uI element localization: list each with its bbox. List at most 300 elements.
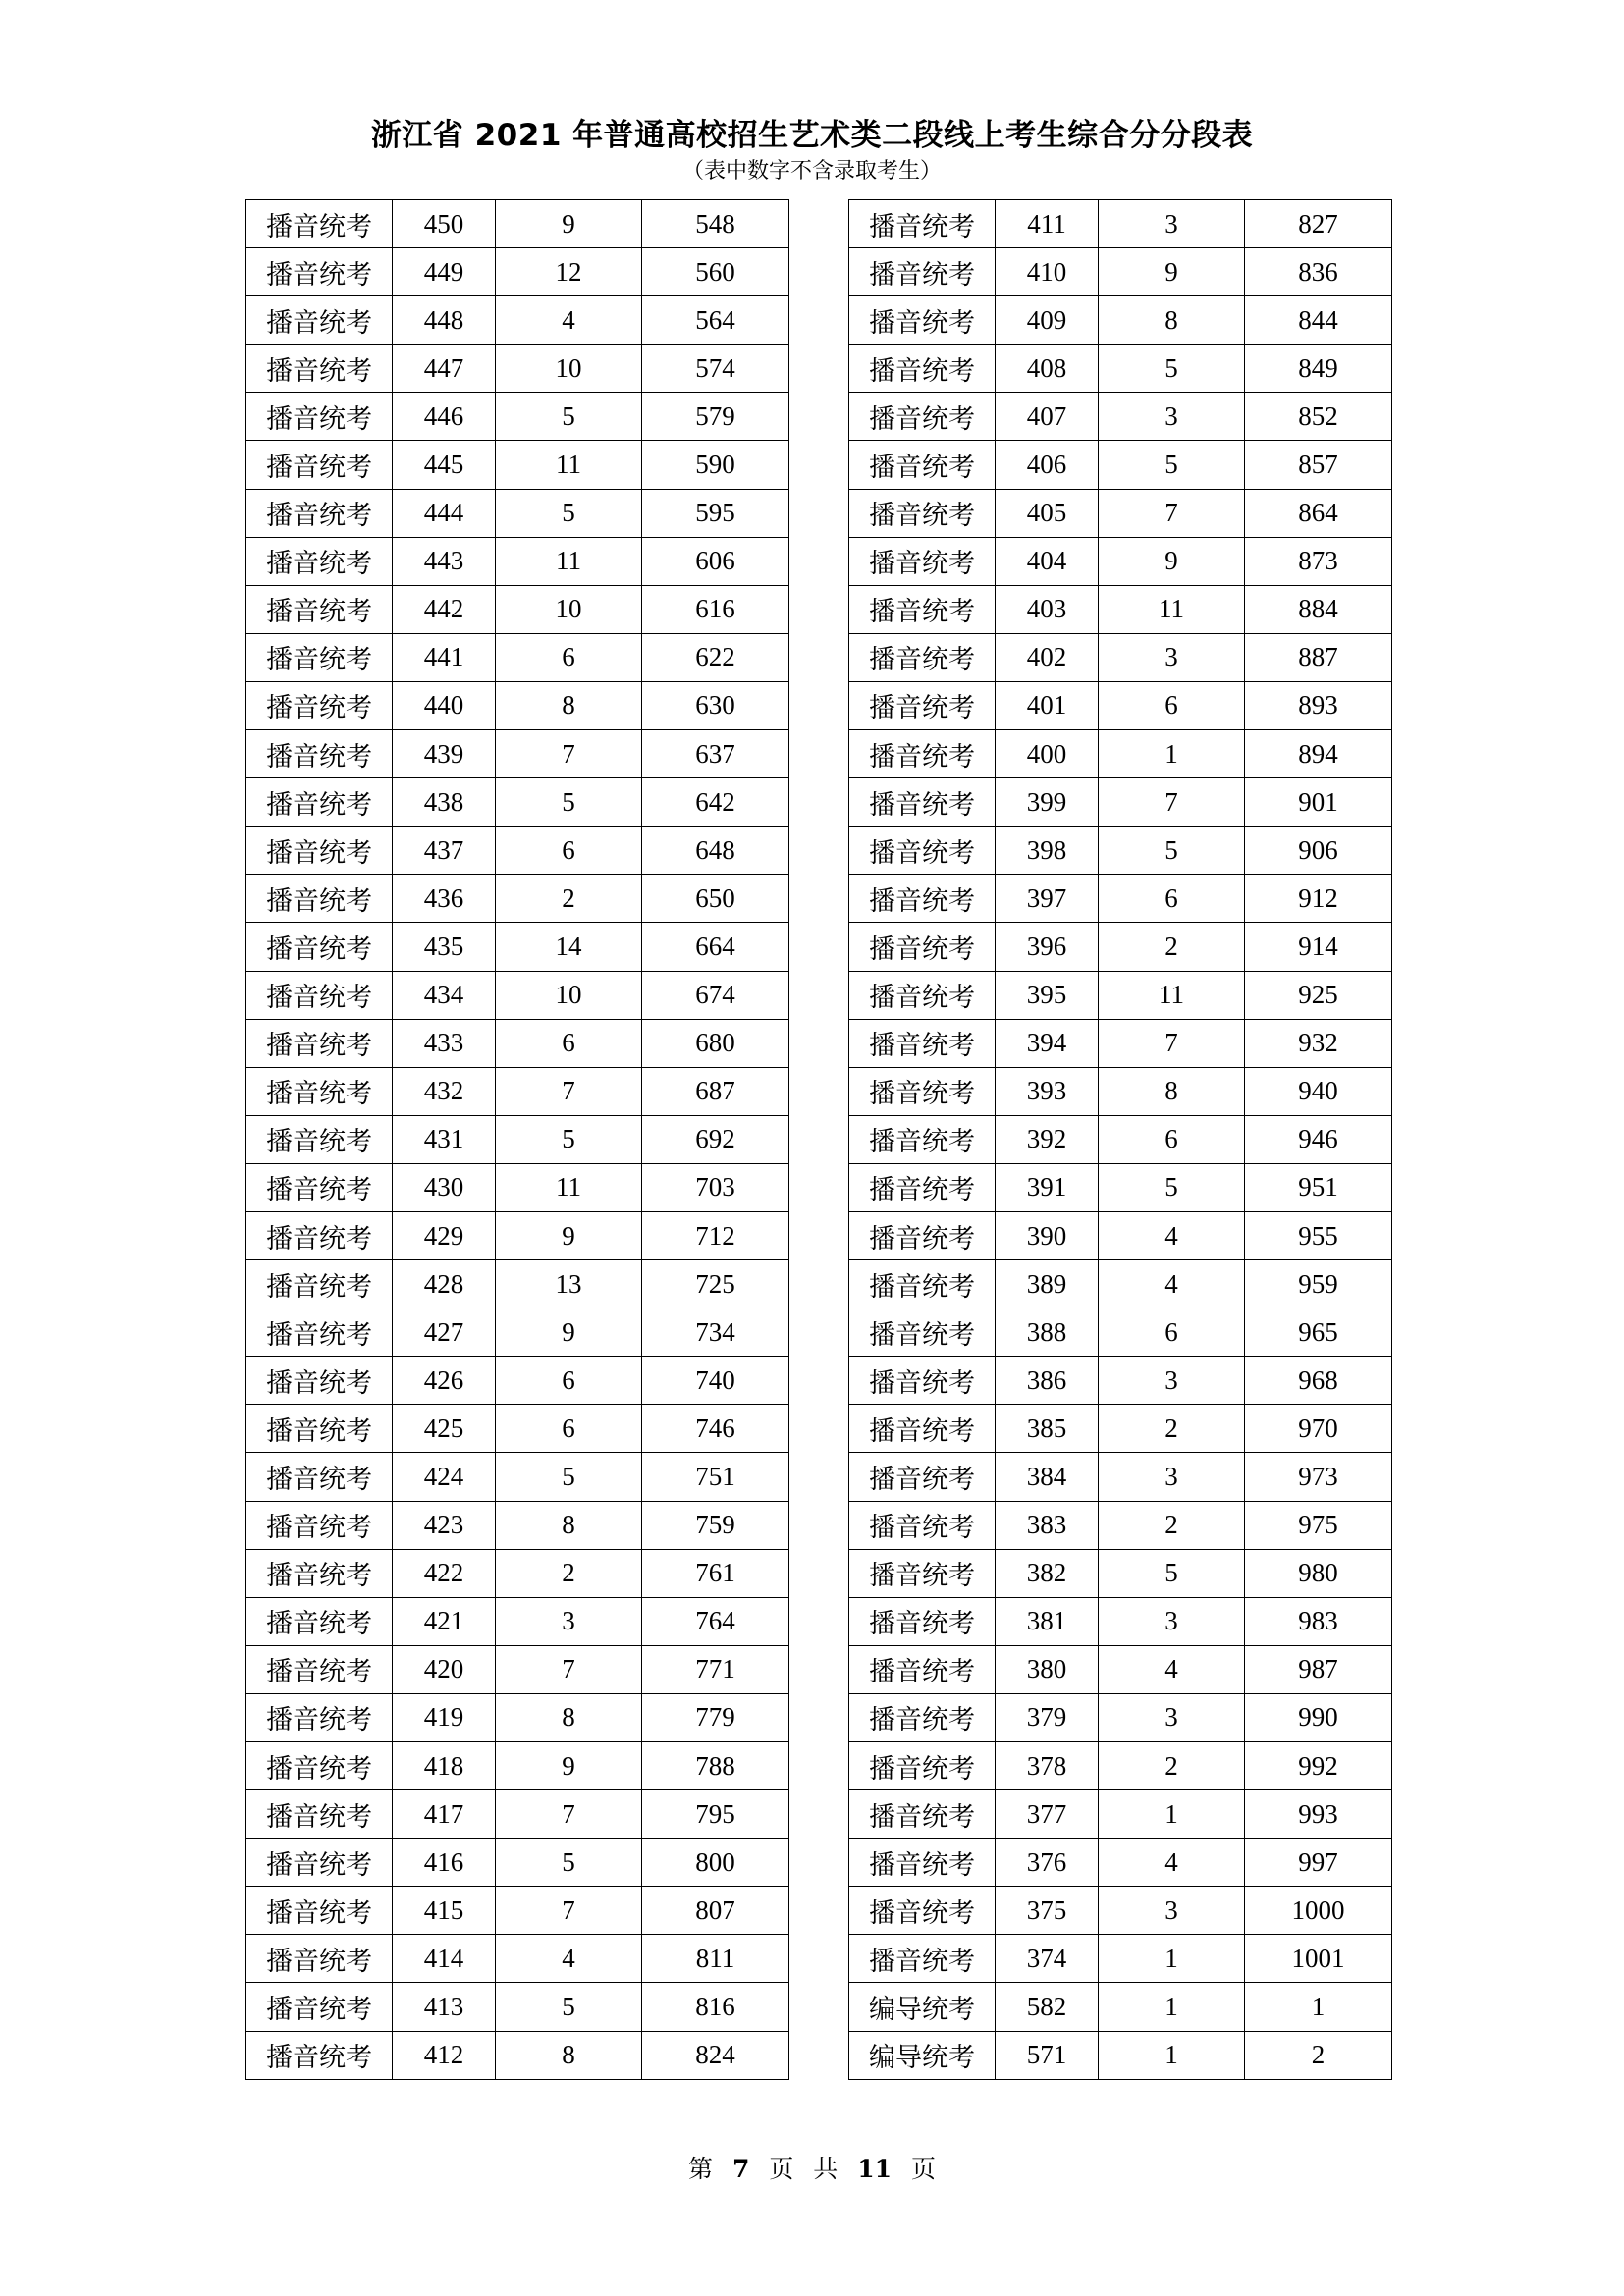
cumulative-cell: 824 bbox=[642, 2031, 789, 2079]
score-cell: 394 bbox=[996, 1019, 1099, 1067]
score-cell: 441 bbox=[393, 633, 496, 681]
cumulative-cell: 836 bbox=[1245, 248, 1392, 296]
score-cell: 420 bbox=[393, 1645, 496, 1693]
score-cell: 414 bbox=[393, 1935, 496, 1983]
cumulative-cell: 997 bbox=[1245, 1839, 1392, 1887]
cumulative-cell: 990 bbox=[1245, 1693, 1392, 1741]
score-cell: 379 bbox=[996, 1693, 1099, 1741]
cumulative-cell: 637 bbox=[642, 730, 789, 778]
score-cell: 438 bbox=[393, 778, 496, 827]
score-cell: 432 bbox=[393, 1067, 496, 1115]
category-cell: 播音统考 bbox=[849, 345, 996, 393]
table-row bbox=[849, 1693, 1392, 1741]
cumulative-cell: 975 bbox=[1245, 1501, 1392, 1549]
category-cell: 播音统考 bbox=[246, 1163, 393, 1211]
score-cell: 425 bbox=[393, 1405, 496, 1453]
cumulative-cell: 807 bbox=[642, 1887, 789, 1935]
table-row bbox=[246, 1887, 789, 1935]
category-cell: 播音统考 bbox=[246, 2031, 393, 2079]
category-cell: 播音统考 bbox=[849, 1308, 996, 1357]
score-cell: 407 bbox=[996, 393, 1099, 441]
cumulative-cell: 579 bbox=[642, 393, 789, 441]
count-cell: 5 bbox=[496, 1453, 642, 1501]
cumulative-cell: 816 bbox=[642, 1983, 789, 2031]
score-cell: 410 bbox=[996, 248, 1099, 296]
table-row bbox=[246, 441, 789, 489]
cumulative-cell: 955 bbox=[1245, 1211, 1392, 1259]
category-cell: 播音统考 bbox=[849, 1887, 996, 1935]
category-cell: 播音统考 bbox=[849, 681, 996, 729]
count-cell: 4 bbox=[1099, 1645, 1245, 1693]
count-cell: 9 bbox=[1099, 248, 1245, 296]
count-cell: 4 bbox=[1099, 1260, 1245, 1308]
count-cell: 1 bbox=[1099, 730, 1245, 778]
count-cell: 3 bbox=[1099, 1453, 1245, 1501]
cumulative-cell: 973 bbox=[1245, 1453, 1392, 1501]
table-row bbox=[849, 1839, 1392, 1887]
count-cell: 6 bbox=[496, 1357, 642, 1405]
score-cell: 431 bbox=[393, 1115, 496, 1163]
cumulative-cell: 648 bbox=[642, 827, 789, 875]
score-cell: 400 bbox=[996, 730, 1099, 778]
table-row bbox=[246, 1645, 789, 1693]
score-cell: 434 bbox=[393, 971, 496, 1019]
count-cell: 8 bbox=[1099, 296, 1245, 345]
score-cell: 401 bbox=[996, 681, 1099, 729]
score-cell: 450 bbox=[393, 200, 496, 248]
score-cell: 386 bbox=[996, 1357, 1099, 1405]
score-cell: 381 bbox=[996, 1597, 1099, 1645]
score-cell: 421 bbox=[393, 1597, 496, 1645]
score-cell: 416 bbox=[393, 1839, 496, 1887]
cumulative-cell: 574 bbox=[642, 345, 789, 393]
category-cell: 播音统考 bbox=[246, 1935, 393, 1983]
category-cell: 播音统考 bbox=[246, 248, 393, 296]
category-cell: 播音统考 bbox=[246, 345, 393, 393]
score-cell: 393 bbox=[996, 1067, 1099, 1115]
count-cell: 8 bbox=[496, 1693, 642, 1741]
count-cell: 4 bbox=[1099, 1839, 1245, 1887]
table-row bbox=[849, 1790, 1392, 1839]
table-row bbox=[246, 393, 789, 441]
cumulative-cell: 946 bbox=[1245, 1115, 1392, 1163]
score-cell: 423 bbox=[393, 1501, 496, 1549]
count-cell: 11 bbox=[1099, 585, 1245, 633]
score-cell: 417 bbox=[393, 1790, 496, 1839]
table-row bbox=[246, 1211, 789, 1259]
score-cell: 409 bbox=[996, 296, 1099, 345]
table-row bbox=[246, 1019, 789, 1067]
score-cell: 445 bbox=[393, 441, 496, 489]
cumulative-cell: 725 bbox=[642, 1260, 789, 1308]
count-cell: 7 bbox=[496, 1887, 642, 1935]
count-cell: 2 bbox=[1099, 1742, 1245, 1790]
count-cell: 4 bbox=[496, 296, 642, 345]
category-cell: 编导统考 bbox=[849, 1983, 996, 2031]
count-cell: 6 bbox=[1099, 1115, 1245, 1163]
count-cell: 3 bbox=[1099, 633, 1245, 681]
score-cell: 388 bbox=[996, 1308, 1099, 1357]
cumulative-cell: 965 bbox=[1245, 1308, 1392, 1357]
table-row bbox=[849, 875, 1392, 923]
count-cell: 5 bbox=[496, 393, 642, 441]
table-row bbox=[246, 681, 789, 729]
category-cell: 编导统考 bbox=[849, 2031, 996, 2079]
table-row bbox=[246, 1405, 789, 1453]
score-cell: 430 bbox=[393, 1163, 496, 1211]
cumulative-cell: 993 bbox=[1245, 1790, 1392, 1839]
cumulative-cell: 1 bbox=[1245, 1983, 1392, 2031]
cumulative-cell: 764 bbox=[642, 1597, 789, 1645]
table-row bbox=[246, 827, 789, 875]
category-cell: 播音统考 bbox=[246, 875, 393, 923]
table-row bbox=[849, 1645, 1392, 1693]
table-row bbox=[849, 923, 1392, 971]
category-cell: 播音统考 bbox=[849, 1645, 996, 1693]
count-cell: 7 bbox=[496, 1067, 642, 1115]
table-row bbox=[246, 296, 789, 345]
footer-page-label: 页 bbox=[769, 2155, 794, 2183]
score-cell: 383 bbox=[996, 1501, 1099, 1549]
category-cell: 播音统考 bbox=[849, 633, 996, 681]
score-cell: 403 bbox=[996, 585, 1099, 633]
cumulative-cell: 795 bbox=[642, 1790, 789, 1839]
count-cell: 6 bbox=[1099, 875, 1245, 923]
score-cell: 392 bbox=[996, 1115, 1099, 1163]
score-cell: 396 bbox=[996, 923, 1099, 971]
count-cell: 8 bbox=[496, 1501, 642, 1549]
category-cell: 播音统考 bbox=[849, 971, 996, 1019]
count-cell: 14 bbox=[496, 923, 642, 971]
score-cell: 449 bbox=[393, 248, 496, 296]
table-row bbox=[849, 1935, 1392, 1983]
category-cell: 播音统考 bbox=[246, 1790, 393, 1839]
count-cell: 6 bbox=[1099, 1308, 1245, 1357]
count-cell: 1 bbox=[1099, 1983, 1245, 2031]
score-cell: 397 bbox=[996, 875, 1099, 923]
cumulative-cell: 779 bbox=[642, 1693, 789, 1741]
category-cell: 播音统考 bbox=[849, 248, 996, 296]
category-cell: 播音统考 bbox=[849, 1742, 996, 1790]
cumulative-cell: 894 bbox=[1245, 730, 1392, 778]
cumulative-cell: 827 bbox=[1245, 200, 1392, 248]
cumulative-cell: 788 bbox=[642, 1742, 789, 1790]
category-cell: 播音统考 bbox=[849, 1790, 996, 1839]
count-cell: 1 bbox=[1099, 1790, 1245, 1839]
table-row bbox=[246, 923, 789, 971]
count-cell: 13 bbox=[496, 1260, 642, 1308]
table-row bbox=[246, 1693, 789, 1741]
table-row bbox=[246, 1260, 789, 1308]
table-row bbox=[246, 585, 789, 633]
cumulative-cell: 968 bbox=[1245, 1357, 1392, 1405]
table-row bbox=[849, 2031, 1392, 2079]
count-cell: 7 bbox=[496, 1645, 642, 1693]
count-cell: 7 bbox=[1099, 1019, 1245, 1067]
score-cell: 415 bbox=[393, 1887, 496, 1935]
table-row bbox=[849, 1453, 1392, 1501]
count-cell: 6 bbox=[496, 1019, 642, 1067]
count-cell: 2 bbox=[1099, 923, 1245, 971]
category-cell: 播音统考 bbox=[849, 296, 996, 345]
category-cell: 播音统考 bbox=[849, 1211, 996, 1259]
score-cell: 440 bbox=[393, 681, 496, 729]
count-cell: 9 bbox=[496, 1742, 642, 1790]
table-row bbox=[849, 1549, 1392, 1597]
table-row bbox=[246, 730, 789, 778]
page-subtitle: （表中数字不含录取考生） bbox=[681, 159, 942, 184]
category-cell: 播音统考 bbox=[849, 1357, 996, 1405]
category-cell: 播音统考 bbox=[246, 1019, 393, 1067]
cumulative-cell: 811 bbox=[642, 1935, 789, 1983]
cumulative-cell: 959 bbox=[1245, 1260, 1392, 1308]
table-row bbox=[246, 1549, 789, 1597]
category-cell: 播音统考 bbox=[246, 200, 393, 248]
cumulative-cell: 751 bbox=[642, 1453, 789, 1501]
table-row bbox=[246, 1357, 789, 1405]
table-row bbox=[246, 200, 789, 248]
table-row bbox=[849, 730, 1392, 778]
count-cell: 7 bbox=[496, 730, 642, 778]
cumulative-cell: 980 bbox=[1245, 1549, 1392, 1597]
score-cell: 437 bbox=[393, 827, 496, 875]
category-cell: 播音统考 bbox=[246, 585, 393, 633]
score-cell: 380 bbox=[996, 1645, 1099, 1693]
score-cell: 442 bbox=[393, 585, 496, 633]
cumulative-cell: 800 bbox=[642, 1839, 789, 1887]
table-row bbox=[849, 248, 1392, 296]
page-footer bbox=[0, 2155, 1624, 2184]
category-cell: 播音统考 bbox=[849, 1453, 996, 1501]
count-cell: 3 bbox=[1099, 1693, 1245, 1741]
category-cell: 播音统考 bbox=[849, 1549, 996, 1597]
score-cell: 571 bbox=[996, 2031, 1099, 2079]
score-cell: 389 bbox=[996, 1260, 1099, 1308]
footer-prefix: 第 bbox=[687, 2155, 713, 2183]
score-table-right-body bbox=[849, 200, 1392, 2080]
score-cell: 399 bbox=[996, 778, 1099, 827]
cumulative-cell: 664 bbox=[642, 923, 789, 971]
cumulative-cell: 992 bbox=[1245, 1742, 1392, 1790]
table-row bbox=[246, 2031, 789, 2079]
category-cell: 播音统考 bbox=[246, 1597, 393, 1645]
count-cell: 5 bbox=[496, 1115, 642, 1163]
count-cell: 9 bbox=[1099, 537, 1245, 585]
table-row bbox=[246, 248, 789, 296]
count-cell: 5 bbox=[1099, 1549, 1245, 1597]
count-cell: 8 bbox=[1099, 1067, 1245, 1115]
cumulative-cell: 887 bbox=[1245, 633, 1392, 681]
score-cell: 374 bbox=[996, 1935, 1099, 1983]
score-cell: 443 bbox=[393, 537, 496, 585]
cumulative-cell: 687 bbox=[642, 1067, 789, 1115]
count-cell: 10 bbox=[496, 585, 642, 633]
table-row bbox=[849, 296, 1392, 345]
score-cell: 390 bbox=[996, 1211, 1099, 1259]
score-cell: 412 bbox=[393, 2031, 496, 2079]
category-cell: 播音统考 bbox=[849, 875, 996, 923]
score-cell: 405 bbox=[996, 489, 1099, 537]
table-row bbox=[849, 1163, 1392, 1211]
cumulative-cell: 857 bbox=[1245, 441, 1392, 489]
count-cell: 9 bbox=[496, 1211, 642, 1259]
count-cell: 11 bbox=[496, 537, 642, 585]
page-title: 浙江省 2021 年普通高校招生艺术类二段线上考生综合分分段表 bbox=[370, 118, 1254, 153]
cumulative-cell: 622 bbox=[642, 633, 789, 681]
count-cell: 3 bbox=[1099, 1887, 1245, 1935]
cumulative-cell: 914 bbox=[1245, 923, 1392, 971]
score-cell: 428 bbox=[393, 1260, 496, 1308]
table-row bbox=[849, 1308, 1392, 1357]
table-row bbox=[849, 489, 1392, 537]
score-cell: 378 bbox=[996, 1742, 1099, 1790]
table-row bbox=[246, 1742, 789, 1790]
category-cell: 播音统考 bbox=[246, 1501, 393, 1549]
table-row bbox=[246, 1935, 789, 1983]
table-row bbox=[246, 778, 789, 827]
cumulative-cell: 1000 bbox=[1245, 1887, 1392, 1935]
count-cell: 6 bbox=[496, 1405, 642, 1453]
table-row bbox=[849, 585, 1392, 633]
cumulative-cell: 849 bbox=[1245, 345, 1392, 393]
count-cell: 5 bbox=[1099, 827, 1245, 875]
category-cell: 播音统考 bbox=[849, 393, 996, 441]
category-cell: 播音统考 bbox=[246, 827, 393, 875]
cumulative-cell: 2 bbox=[1245, 2031, 1392, 2079]
category-cell: 播音统考 bbox=[246, 537, 393, 585]
cumulative-cell: 932 bbox=[1245, 1019, 1392, 1067]
footer-suffix: 页 bbox=[911, 2155, 937, 2183]
category-cell: 播音统考 bbox=[246, 1645, 393, 1693]
category-cell: 播音统考 bbox=[849, 1067, 996, 1115]
category-cell: 播音统考 bbox=[246, 1308, 393, 1357]
cumulative-cell: 595 bbox=[642, 489, 789, 537]
score-cell: 582 bbox=[996, 1983, 1099, 2031]
table-row bbox=[849, 633, 1392, 681]
score-cell: 418 bbox=[393, 1742, 496, 1790]
table-row bbox=[849, 393, 1392, 441]
table-row bbox=[246, 489, 789, 537]
count-cell: 12 bbox=[496, 248, 642, 296]
table-row bbox=[849, 1115, 1392, 1163]
count-cell: 7 bbox=[1099, 489, 1245, 537]
count-cell: 1 bbox=[1099, 2031, 1245, 2079]
cumulative-cell: 852 bbox=[1245, 393, 1392, 441]
cumulative-cell: 951 bbox=[1245, 1163, 1392, 1211]
cumulative-cell: 864 bbox=[1245, 489, 1392, 537]
score-cell: 422 bbox=[393, 1549, 496, 1597]
cumulative-cell: 983 bbox=[1245, 1597, 1392, 1645]
count-cell: 2 bbox=[496, 875, 642, 923]
category-cell: 播音统考 bbox=[246, 971, 393, 1019]
score-cell: 398 bbox=[996, 827, 1099, 875]
count-cell: 6 bbox=[496, 827, 642, 875]
score-table-left-body bbox=[246, 200, 789, 2080]
score-cell: 377 bbox=[996, 1790, 1099, 1839]
cumulative-cell: 630 bbox=[642, 681, 789, 729]
score-cell: 385 bbox=[996, 1405, 1099, 1453]
score-cell: 439 bbox=[393, 730, 496, 778]
score-cell: 448 bbox=[393, 296, 496, 345]
score-cell: 406 bbox=[996, 441, 1099, 489]
category-cell: 播音统考 bbox=[849, 923, 996, 971]
table-row bbox=[849, 1260, 1392, 1308]
cumulative-cell: 901 bbox=[1245, 778, 1392, 827]
score-cell: 427 bbox=[393, 1308, 496, 1357]
count-cell: 3 bbox=[1099, 393, 1245, 441]
category-cell: 播音统考 bbox=[246, 1067, 393, 1115]
table-row bbox=[849, 345, 1392, 393]
cumulative-cell: 606 bbox=[642, 537, 789, 585]
cumulative-cell: 590 bbox=[642, 441, 789, 489]
score-cell: 447 bbox=[393, 345, 496, 393]
cumulative-cell: 771 bbox=[642, 1645, 789, 1693]
category-cell: 播音统考 bbox=[849, 1597, 996, 1645]
category-cell: 播音统考 bbox=[246, 1453, 393, 1501]
category-cell: 播音统考 bbox=[246, 1742, 393, 1790]
category-cell: 播音统考 bbox=[246, 1983, 393, 2031]
cumulative-cell: 548 bbox=[642, 200, 789, 248]
score-cell: 375 bbox=[996, 1887, 1099, 1935]
table-row bbox=[849, 441, 1392, 489]
category-cell: 播音统考 bbox=[849, 1935, 996, 1983]
count-cell: 9 bbox=[496, 200, 642, 248]
cumulative-cell: 940 bbox=[1245, 1067, 1392, 1115]
count-cell: 10 bbox=[496, 345, 642, 393]
category-cell: 播音统考 bbox=[246, 1115, 393, 1163]
cumulative-cell: 970 bbox=[1245, 1405, 1392, 1453]
table-row bbox=[246, 1115, 789, 1163]
category-cell: 播音统考 bbox=[246, 681, 393, 729]
score-cell: 446 bbox=[393, 393, 496, 441]
count-cell: 3 bbox=[496, 1597, 642, 1645]
count-cell: 4 bbox=[1099, 1211, 1245, 1259]
category-cell: 播音统考 bbox=[246, 923, 393, 971]
table-row bbox=[246, 633, 789, 681]
score-cell: 395 bbox=[996, 971, 1099, 1019]
table-row bbox=[849, 1501, 1392, 1549]
category-cell: 播音统考 bbox=[849, 1163, 996, 1211]
score-cell: 426 bbox=[393, 1357, 496, 1405]
table-row bbox=[849, 1887, 1392, 1935]
cumulative-cell: 906 bbox=[1245, 827, 1392, 875]
category-cell: 播音统考 bbox=[246, 1839, 393, 1887]
score-cell: 391 bbox=[996, 1163, 1099, 1211]
table-row bbox=[246, 971, 789, 1019]
cumulative-cell: 650 bbox=[642, 875, 789, 923]
cumulative-cell: 761 bbox=[642, 1549, 789, 1597]
table-row bbox=[849, 778, 1392, 827]
footer-page-number: 7 bbox=[731, 2155, 750, 2183]
score-cell: 384 bbox=[996, 1453, 1099, 1501]
category-cell: 播音统考 bbox=[246, 1887, 393, 1935]
table-row bbox=[849, 1019, 1392, 1067]
category-cell: 播音统考 bbox=[246, 1357, 393, 1405]
category-cell: 播音统考 bbox=[849, 585, 996, 633]
cumulative-cell: 564 bbox=[642, 296, 789, 345]
category-cell: 播音统考 bbox=[849, 1501, 996, 1549]
cumulative-cell: 987 bbox=[1245, 1645, 1392, 1693]
category-cell: 播音统考 bbox=[849, 730, 996, 778]
category-cell: 播音统考 bbox=[246, 393, 393, 441]
count-cell: 11 bbox=[496, 441, 642, 489]
count-cell: 5 bbox=[1099, 345, 1245, 393]
count-cell: 5 bbox=[496, 778, 642, 827]
table-row bbox=[849, 1597, 1392, 1645]
table-row bbox=[849, 827, 1392, 875]
category-cell: 播音统考 bbox=[849, 537, 996, 585]
cumulative-cell: 873 bbox=[1245, 537, 1392, 585]
